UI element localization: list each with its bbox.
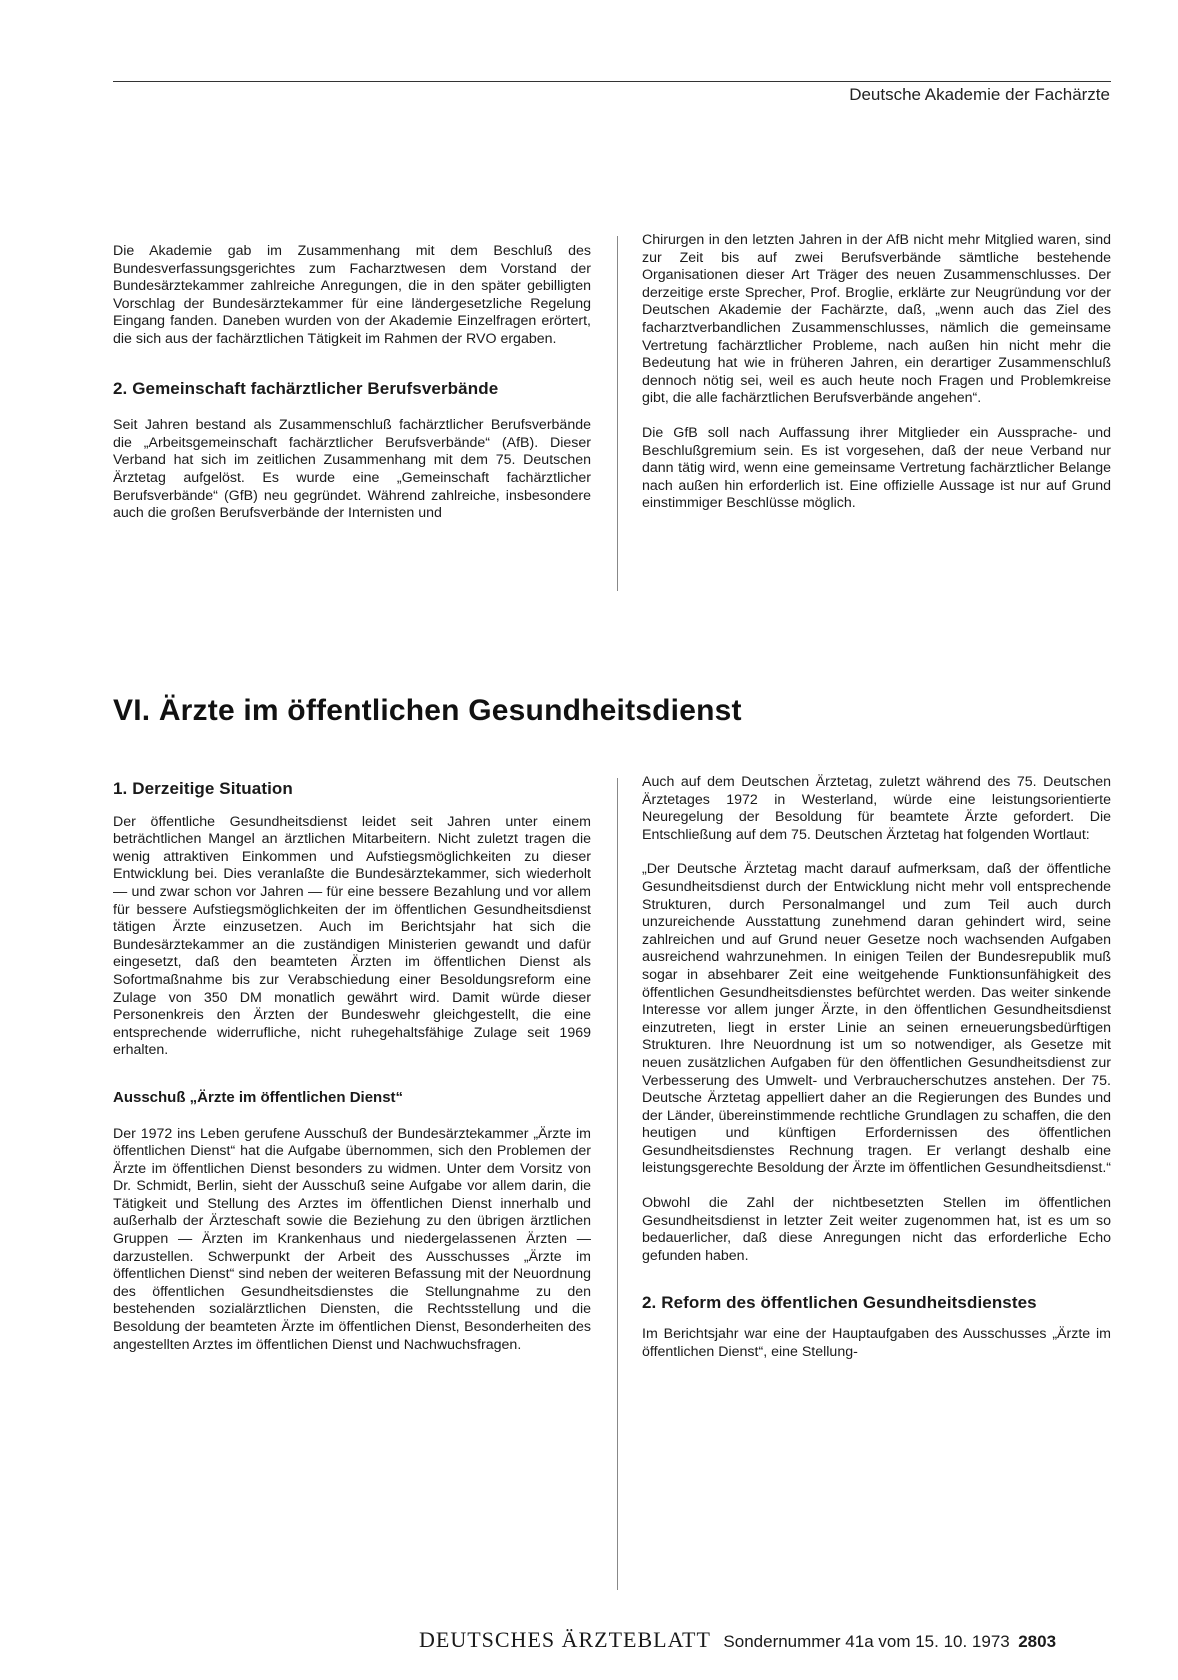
- resolution-quote: „Der Deutsche Ärztetag macht darauf aufmerksam, daß der öffentliche Gesundheitsdienst durch der Entwicklung nicht mehr voll entsprechende Strukturen, durch Personalmangel und zum Teil auch durch unzureichende Ausstattung zunehmend daran gehindert wird, seine zahlreichen und auf Grund neuer Gesetze noch wachsenden Aufgaben ausreichend wahrzunehmen. In einigen Teilen der Bundesrepublik muß sogar in absehbarer Zeit eine weitgehende Funktionsunfähigkeit des öffentlichen Gesundheitsdienstes befürchtet werden. Das weiter sinkende Interesse vor allem junger Ärzte, in den öffentlichen Gesundheitsdienst einzutreten, liegt in erster Linie an seinen erneuerungsbedürftigen Strukturen. Ihre Neuordnung ist um so notwendiger, als Gesetze mit neuen zusätzlichen Aufgaben für den öffentlichen Gesundheitsdienst zur Verbesserung des Umwelt- und Verbraucherschutzes anstehen. Der 75. Deutsche Ärztetag appelliert daher an die Regierungen des Bundes und der Länder, übereinstimmende rechtliche Grundlagen zu schaffen, die den heutigen und künftigen Erfordernissen des öffentlichen Gesundheitsdienstes Rechnung tragen. Er verlangt deshalb eine leistungsgerechte Besoldung der Ärzte im öffentlichen Gesundheitsdienst.“: [642, 861, 1111, 1177]
- section-heading-reform: 2. Reform des öffentlichen Gesundheitsdienstes: [642, 1293, 1037, 1313]
- bottom-left-column: [113, 780, 591, 1354]
- footer: [419, 1627, 1056, 1653]
- paragraph: Seit Jahren bestand als Zusammenschluß fachärztlicher Berufsverbände die „Arbeitsgemeinschaft fachärztlicher Berufsverbände“ (AfB). Dieser Verband hat sich im zeitlichen Zusammenhang mit dem 75. Deutschen Ärztetag aufgelöst. Es wurde eine „Gemeinschaft fachärztlicher Berufsverbände“ (GfB) neu gegründet. Während zahlreiche, insbesondere auch die großen Berufsverbände der Internisten und: [113, 417, 591, 522]
- paragraph: Auch auf dem Deutschen Ärztetag, zuletzt während des 75. Deutschen Ärztetages 1972 in Westerland, würde eine leistungsorientierte Neuregelung der Besoldung für beamtete Ärzte gefordert. Die Entschließung auf dem 75. Deutschen Ärztetag hat folgenden Wortlaut:: [642, 774, 1111, 843]
- paragraph: Im Berichtsjahr war eine der Hauptaufgaben des Ausschusses „Ärzte im öffentlichen Dienst“, eine Stellung-: [642, 1326, 1111, 1360]
- top-rule: [113, 81, 1111, 82]
- paragraph: Der 1972 ins Leben gerufene Ausschuß der Bundesärztekammer „Ärzte im öffentlichen Dienst“ hat die Aufgabe übernommen, sich den Problemen der Ärzte im öffentlichen Dienst besonders zu widmen. Unter dem Vorsitz von Dr. Schmidt, Berlin, sieht der Ausschuß seine Aufgabe vor allem darin, die Tätigkeit und Stellung des Arztes im öffentlichen Dienst innerhalb und außerhalb der Ärzteschaft sowie die Beziehung zu den übrigen ärztlichen Gruppen — Ärzten im Krankenhaus und niedergelassenen Ärzten — darzustellen. Schwerpunkt der Arbeit des Ausschusses „Ärzte im öffentlichen Dienst“ sind neben der weiteren Befassung mit der Neuordnung des öffentlichen Gesundheitsdienstes die Stellungnahme zu den bestehenden sozialärztlichen Diensten, die Rechtsstellung und die Besoldung der beamteten Ärzte im öffentlichen Dienst, Besonderheiten des angestellten Arztes im öffentlichen Dienst und Nachwuchsfragen.: [113, 1125, 591, 1353]
- section-heading-situation: 1. Derzeitige Situation: [113, 779, 293, 798]
- running-head: Deutsche Akademie der Fachärzte: [849, 85, 1110, 104]
- issue-info: Sondernummer 41a vom 15. 10. 1973: [723, 1632, 1010, 1651]
- page-number: 2803: [1018, 1632, 1057, 1651]
- paragraph: Der öffentliche Gesundheitsdienst leidet seit Jahren unter einem beträchtlichen Mangel an ärztlichen Mitarbeitern. Nicht zuletzt tragen die wenig attraktiven Einkommen und Aufstiegsmöglichkeiten zu dieser Entwicklung bei. Dies veranlaßte die Bundesärztekammer, sich wiederholt — und zwar schon vor Jahren — für eine bessere Bezahlung und vor allem für bessere Aufstiegsmöglichkeiten der im öffentlichen Gesundheitsdienst tätigen Ärzte einzusetzen. Auch im Berichtsjahr hat sich die Bundesärztekammer an die zuständigen Ministerien gewandt und dafür eingesetzt, daß den beamteten Ärzten im öffentlichen Dienst als Sofortmaßnahme bis zur Verabschiedung einer Besoldungsreform eine Zulage von 350 DM monatlich gewährt wird. Damit würde dieser Personenkreis den Ärzten der Bundeswehr gleichgestellt, die eine entsprechende widerrufliche, nicht ruhegehaltsfähige Zulage seit 1969 erhalten.: [113, 813, 591, 1059]
- subheading-ausschuss: Ausschuß „Ärzte im öffentlichen Dienst“: [113, 1088, 404, 1106]
- journal-name: DEUTSCHES ÄRZTEBLATT: [419, 1627, 711, 1652]
- section-heading-gemeinschaft: 2. Gemeinschaft fachärztlicher Berufsverbände: [113, 378, 499, 398]
- bottom-right-column: [642, 774, 1111, 1361]
- column-divider: [617, 236, 618, 591]
- paragraph: Die GfB soll nach Auffassung ihrer Mitglieder ein Aussprache- und Beschlußgremium sein. Es ist vorgesehen, daß der neue Verband nur dann tätig wird, wenn eine gemeinsame Vertretung fachärztlicher Belange nach außen hin erforderlich ist. Eine offizielle Aussage ist nur auf Grund einstimmiger Beschlüsse möglich.: [642, 424, 1111, 512]
- column-divider: [617, 778, 618, 1590]
- paragraph: Chirurgen in den letzten Jahren in der AfB nicht mehr Mitglied waren, sind zur Zeit bis auf zwei Berufsverbände sämtliche bestehende Organisationen dieser Art Träger des neuen Zusammenschlusses. Der derzeitige erste Sprecher, Prof. Broglie, erklärte zur Neugründung vor der Deutschen Akademie der Fachärzte, daß, „wenn auch das Ziel des facharztverbandlichen Zusammenschlusses, nämlich die gemeinsame Vertretung fachärztlicher Probleme, nach außen hin nicht mehr die Bedeutung hat wie in früheren Jahren, ein derartiger Zusammenschluß dennoch nötig sei, weil es auch heute noch Fragen und Problemkreise gibt, die alle fachärztlichen Berufsverbände angehen“.: [642, 232, 1111, 407]
- top-right-column: [642, 232, 1111, 513]
- paragraph: Obwohl die Zahl der nichtbesetzten Stellen im öffentlichen Gesundheitsdienst in letzter Zeit weiter zugenommen hat, ist es um so bedauerlicher, daß diese Anregungen nicht das erforderliche Echo gefunden haben.: [642, 1195, 1111, 1264]
- top-left-column: [113, 243, 591, 523]
- chapter-title: VI. Ärzte im öffentlichen Gesundheitsdienst: [113, 694, 742, 727]
- paragraph: Die Akademie gab im Zusammenhang mit dem Beschluß des Bundesverfassungsgerichtes zum Facharztwesen dem Vorstand der Bundesärztekammer zahlreiche Anregungen, die in den später gebilligten Vorschlag der Bundesärztekammer für eine ländergesetzliche Regelung Eingang fanden. Daneben wurden von der Akademie Einzelfragen erörtert, die sich aus der fachärztlichen Tätigkeit im Rahmen der RVO ergaben.: [113, 243, 591, 347]
